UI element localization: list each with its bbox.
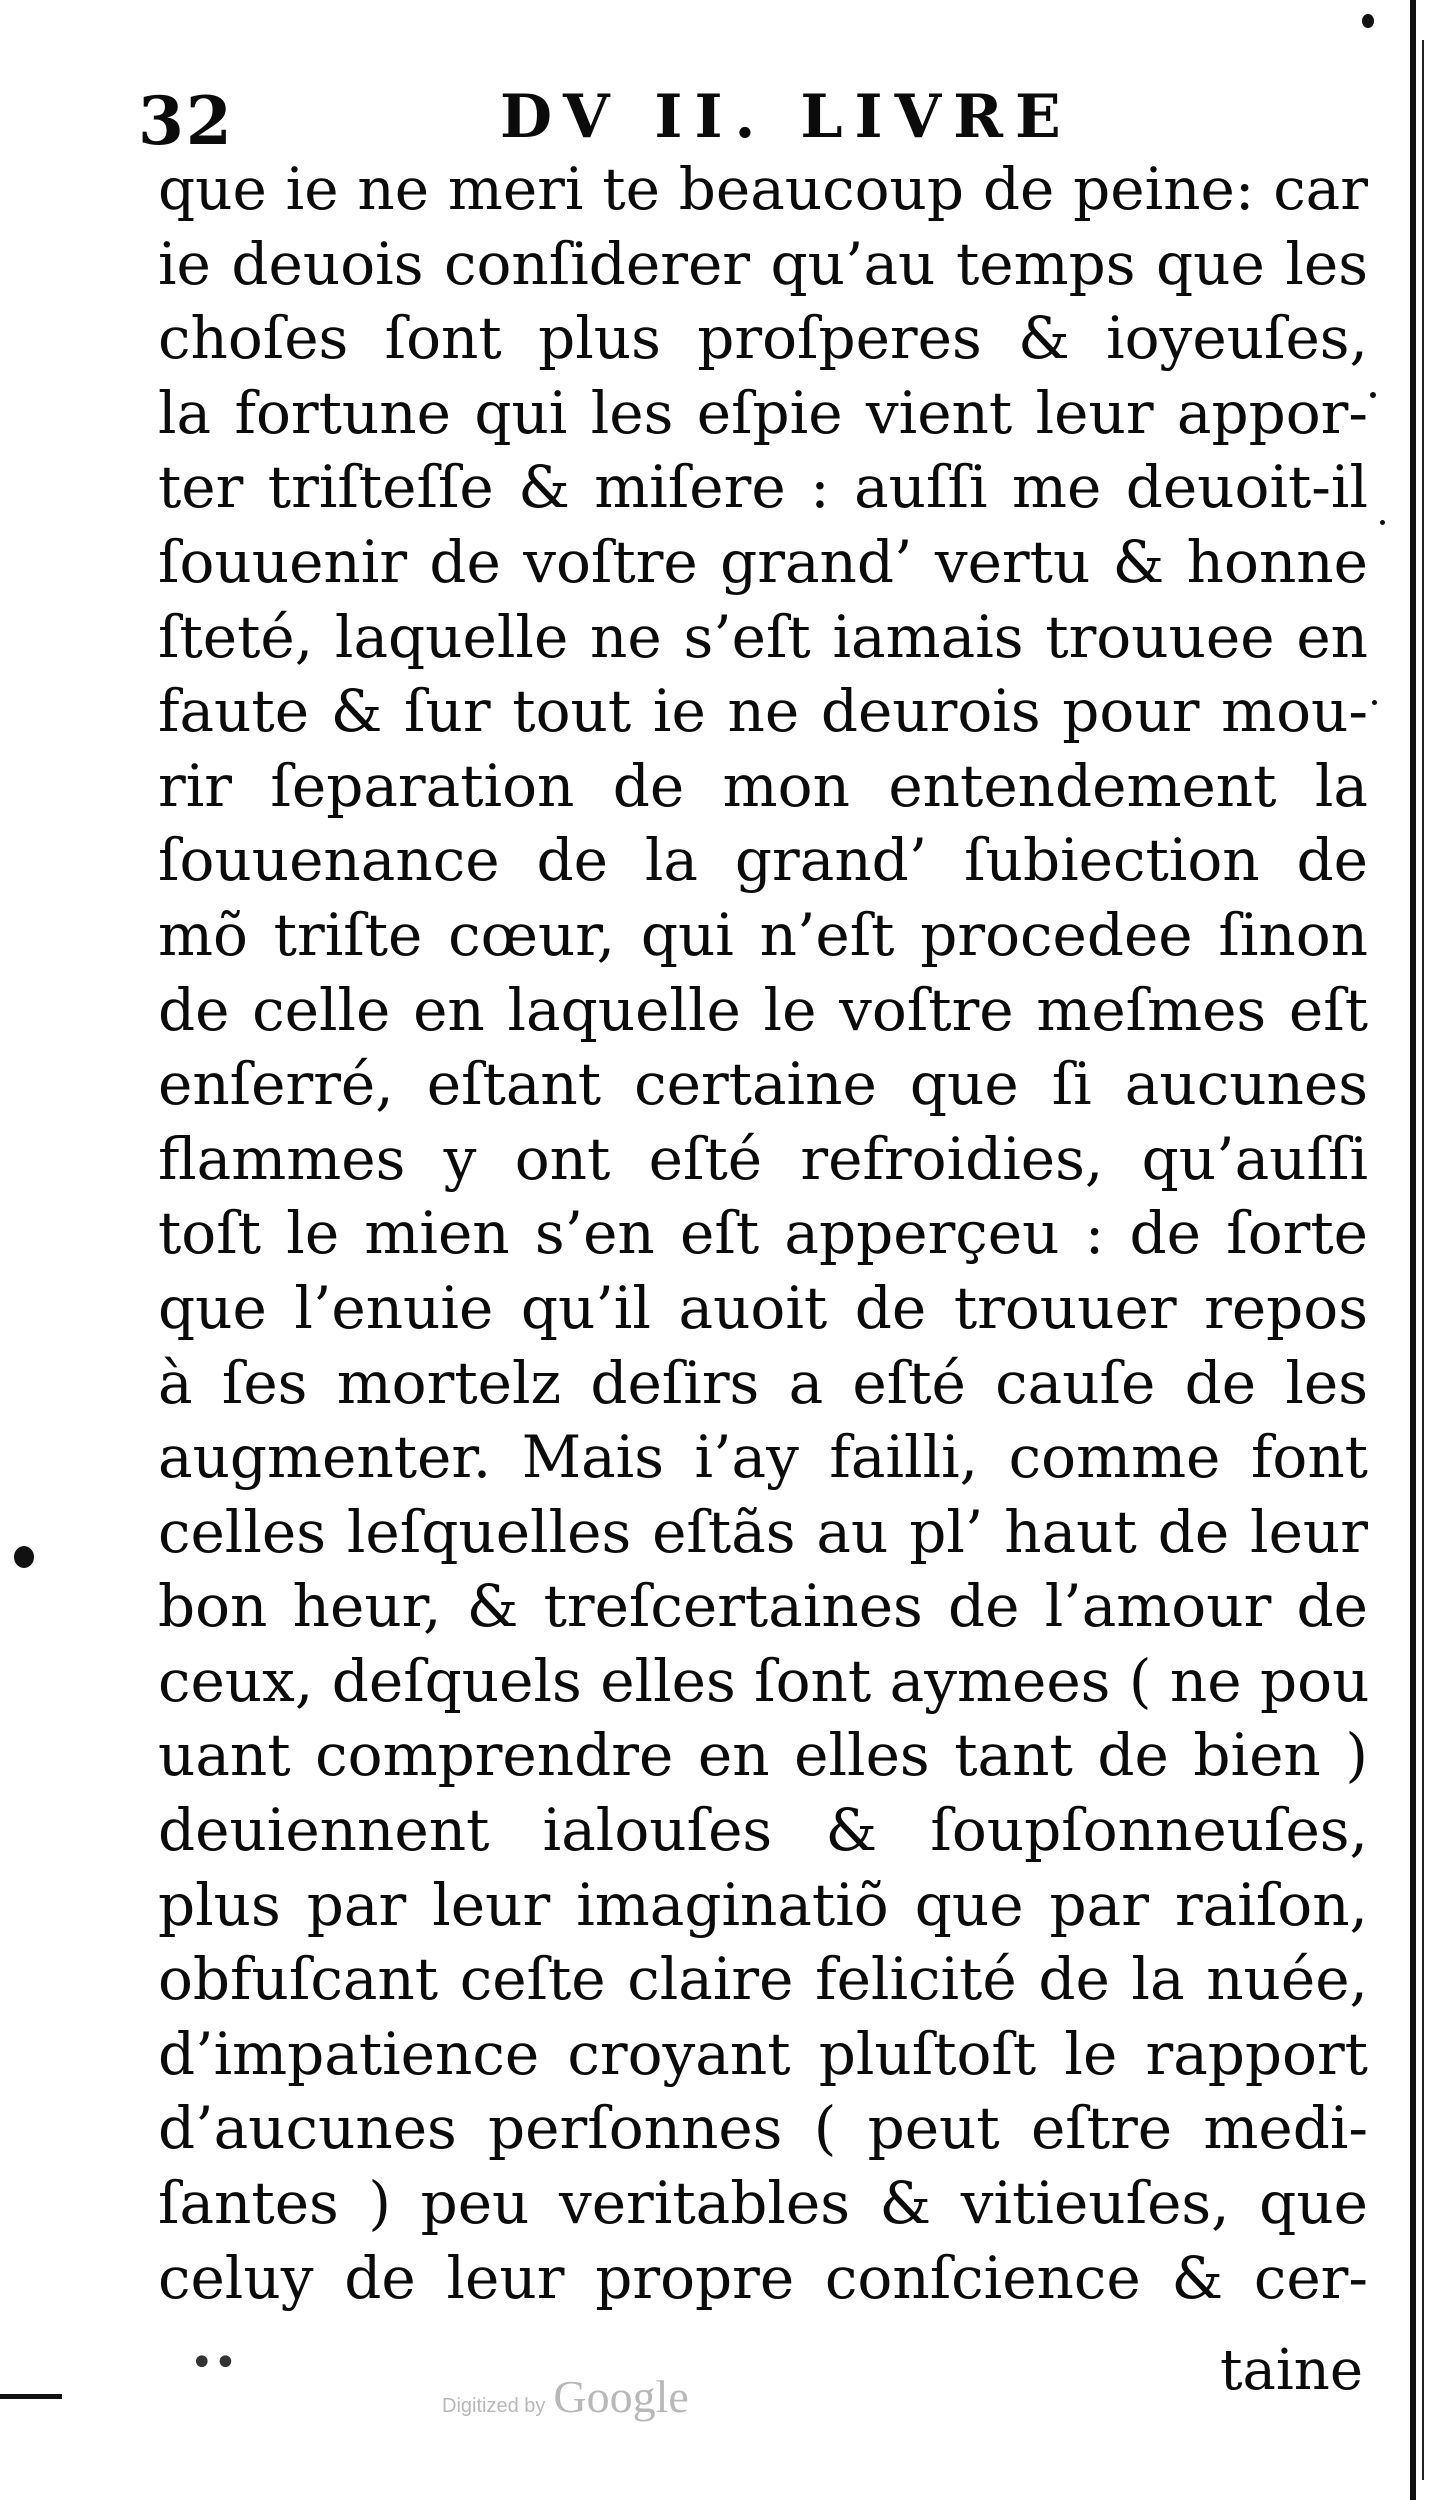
text-line: d’impatience croyant pluſtoſt le rapport — [158, 2019, 1368, 2088]
text-line: mõ triſte cœur, qui n’eſt procedee ſinon — [158, 900, 1368, 969]
text-line: que l’enuie qu’il auoit de trouuer repos — [158, 1273, 1368, 1342]
body-text — [158, 152, 1368, 2315]
margin-mark — [0, 2394, 62, 2399]
page-header — [138, 82, 1388, 162]
ink-speck — [1370, 392, 1376, 398]
ink-speck — [1362, 14, 1374, 28]
text-line: obfuſcant ceſte claire felicité de la nuée, — [158, 1945, 1368, 2014]
page-number: 32 — [138, 82, 234, 160]
text-line: ter triſteſſe & miſere : auſſi me deuoit-il — [158, 453, 1368, 522]
text-line: ie deuois conſiderer qu’au temps que les — [158, 229, 1368, 298]
text-line: enſerré, eſtant certaine que ſi aucunes — [158, 1050, 1368, 1119]
signature-mark: •• — [190, 2340, 238, 2386]
text-line: uant comprendre en elles tant de bien ) — [158, 1721, 1368, 1790]
text-line: ſteté, laquelle ne s’eſt iamais trouuee en — [158, 602, 1368, 671]
text-line: augmenter. Mais i’ay failli, comme font — [158, 1423, 1368, 1492]
ink-speck — [14, 1546, 34, 1568]
text-line: la fortune qui les eſpie vient leur appor- — [158, 378, 1368, 447]
digitized-prefix: Digitized by — [442, 2395, 546, 2417]
text-line: à ſes mortelz deſirs a eſté cauſe de les — [158, 1348, 1368, 1417]
text-line: de celle en laquelle le voſtre meſmes eſt — [158, 975, 1368, 1044]
digitization-watermark — [442, 2370, 689, 2430]
text-line: ſouuenance de la grand’ ſubiection de — [158, 826, 1368, 895]
text-line: deuiennent ialouſes & ſoupſonneuſes, — [158, 1796, 1368, 1865]
text-line: flammes y ont eſté refroidies, qu’auſſi — [158, 1124, 1368, 1193]
text-line: rir ſeparation de mon entendement la — [158, 751, 1368, 820]
text-line: faute & ſur tout ie ne deurois pour mou- — [158, 677, 1368, 746]
text-line: ſouuenir de voſtre grand’ vertu & honne — [158, 527, 1368, 596]
ink-speck — [1372, 700, 1377, 705]
ink-speck — [1380, 520, 1385, 525]
text-line: d’aucunes perſonnes ( peut eſtre medi- — [158, 2094, 1368, 2163]
text-line: ceux, deſquels elles ſont aymees ( ne pou — [158, 1646, 1370, 1715]
text-line: bon heur, & treſcertaines de l’amour de — [158, 1572, 1368, 1641]
page-edge-inner — [1422, 40, 1424, 2480]
text-line: plus par leur imaginatiõ que par raiſon, — [158, 1870, 1368, 1939]
text-line: toſt le mien s’en eſt apperçeu : de ſorte — [158, 1199, 1368, 1268]
catchword: taine — [1219, 2338, 1363, 2403]
text-line: choſes ſont plus proſperes & ioyeuſes, — [158, 304, 1368, 373]
text-line: que ie ne meri te beaucoup de peine: car — [158, 155, 1368, 223]
page-edge — [1410, 0, 1416, 2500]
text-line: celles leſquelles eſtãs au pl’ haut de leur — [158, 1497, 1368, 1566]
running-head: DV II. LIVRE — [500, 82, 1073, 152]
digitized-brand: Google — [553, 2371, 689, 2422]
text-line: ſantes ) peu veritables & vitieuſes, que — [158, 2169, 1368, 2238]
text-line: celuy de leur propre conſcience & cer- — [158, 2243, 1368, 2312]
